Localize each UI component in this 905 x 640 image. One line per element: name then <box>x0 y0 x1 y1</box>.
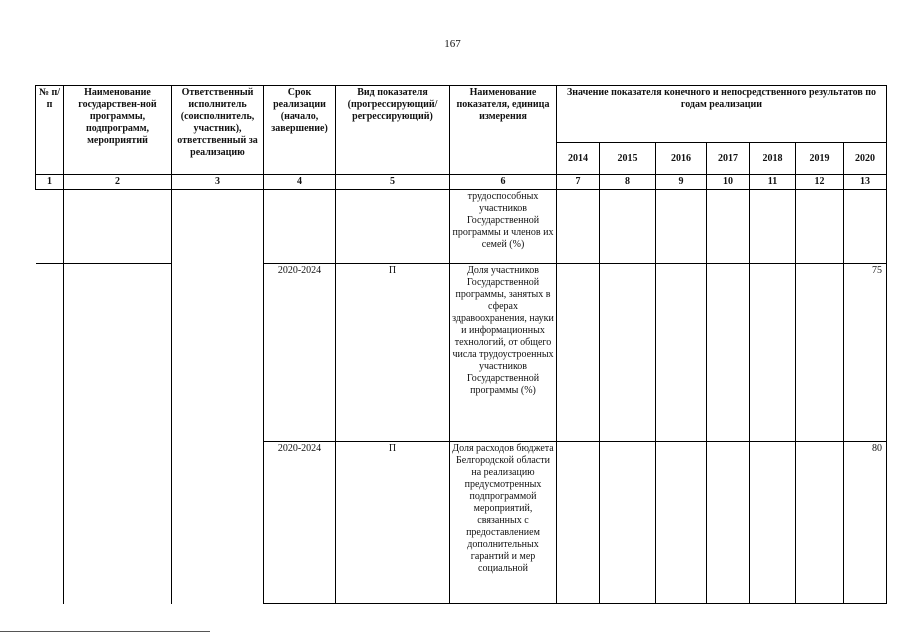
year-header: 2015 <box>600 143 656 175</box>
cell-value <box>557 442 600 604</box>
column-number: 7 <box>557 175 600 190</box>
cell-indicator-type <box>336 190 450 264</box>
column-number: 6 <box>450 175 557 190</box>
cell-indicator-name: Доля участников Государственной программы, занятых в сферах здравоохранения, науки и информационных технологий, от общего числа трудоустроенных участников Государственной программы (%) <box>450 264 557 442</box>
year-header: 2014 <box>557 143 600 175</box>
year-header: 2020 <box>844 143 887 175</box>
header-values-by-year: Значение показателя конечного и непосредственного результатов по годам реализации <box>557 86 887 143</box>
column-number: 12 <box>796 175 844 190</box>
cell-value <box>656 264 707 442</box>
table-row <box>36 190 887 264</box>
column-number: 9 <box>656 175 707 190</box>
header-num: № п/п <box>36 86 64 175</box>
year-header: 2019 <box>796 143 844 175</box>
column-number: 1 <box>36 175 64 190</box>
cell-value <box>750 442 796 604</box>
table-row <box>36 264 887 442</box>
cell-program-name <box>64 190 172 264</box>
column-numbers-row <box>36 175 887 190</box>
cell-num <box>36 264 64 604</box>
column-number: 5 <box>336 175 450 190</box>
column-number: 11 <box>750 175 796 190</box>
year-header: 2016 <box>656 143 707 175</box>
cell-indicator-type: П <box>336 442 450 604</box>
cell-indicator-name: Доля расходов бюджета Белгородской области на реализацию предусмотренных подпрограммой мероприятий, связанных с предоставлением дополнительных гарантий и мер социальной <box>450 442 557 604</box>
cell-value-2020: 75 <box>844 264 887 442</box>
column-number: 3 <box>172 175 264 190</box>
header-indicator-type: Вид показателя (прогрессирующий/ регрессирующий) <box>336 86 450 175</box>
cell-value <box>707 190 750 264</box>
cell-value <box>750 190 796 264</box>
cell-value <box>707 442 750 604</box>
cell-value <box>796 264 844 442</box>
cell-value <box>796 442 844 604</box>
year-header: 2017 <box>707 143 750 175</box>
cell-value <box>656 442 707 604</box>
column-number: 2 <box>64 175 172 190</box>
cell-indicator-type: П <box>336 264 450 442</box>
cell-term <box>264 190 336 264</box>
cell-term: 2020-2024 <box>264 442 336 604</box>
cell-value <box>750 264 796 442</box>
cell-program-name <box>64 264 172 604</box>
cell-value <box>600 442 656 604</box>
cell-num <box>36 190 64 264</box>
cell-responsible <box>172 190 264 604</box>
column-number: 13 <box>844 175 887 190</box>
header-row <box>36 86 887 143</box>
cell-value <box>656 190 707 264</box>
cell-value <box>796 190 844 264</box>
page-bottom-rule <box>0 631 210 632</box>
header-program-name: Наименование государствен-ной программы, подпрограмм, мероприятий <box>64 86 172 175</box>
page-number: 167 <box>444 38 461 50</box>
indicators-table <box>35 85 887 604</box>
cell-value <box>557 190 600 264</box>
cell-value <box>600 264 656 442</box>
column-number: 10 <box>707 175 750 190</box>
column-number: 4 <box>264 175 336 190</box>
header-term: Срок реализации (начало, завершение) <box>264 86 336 175</box>
cell-value-2020 <box>844 190 887 264</box>
year-header: 2018 <box>750 143 796 175</box>
cell-value <box>557 264 600 442</box>
header-indicator-name: Наименование показателя, единица измерения <box>450 86 557 175</box>
header-responsible: Ответственный исполнитель (соисполнитель, участник), ответственный за реализацию <box>172 86 264 175</box>
column-number: 8 <box>600 175 656 190</box>
cell-term: 2020-2024 <box>264 264 336 442</box>
cell-value <box>707 264 750 442</box>
cell-value-2020: 80 <box>844 442 887 604</box>
cell-indicator-name: трудоспособных участников Государственной программы и членов их семей (%) <box>450 190 557 264</box>
cell-value <box>600 190 656 264</box>
